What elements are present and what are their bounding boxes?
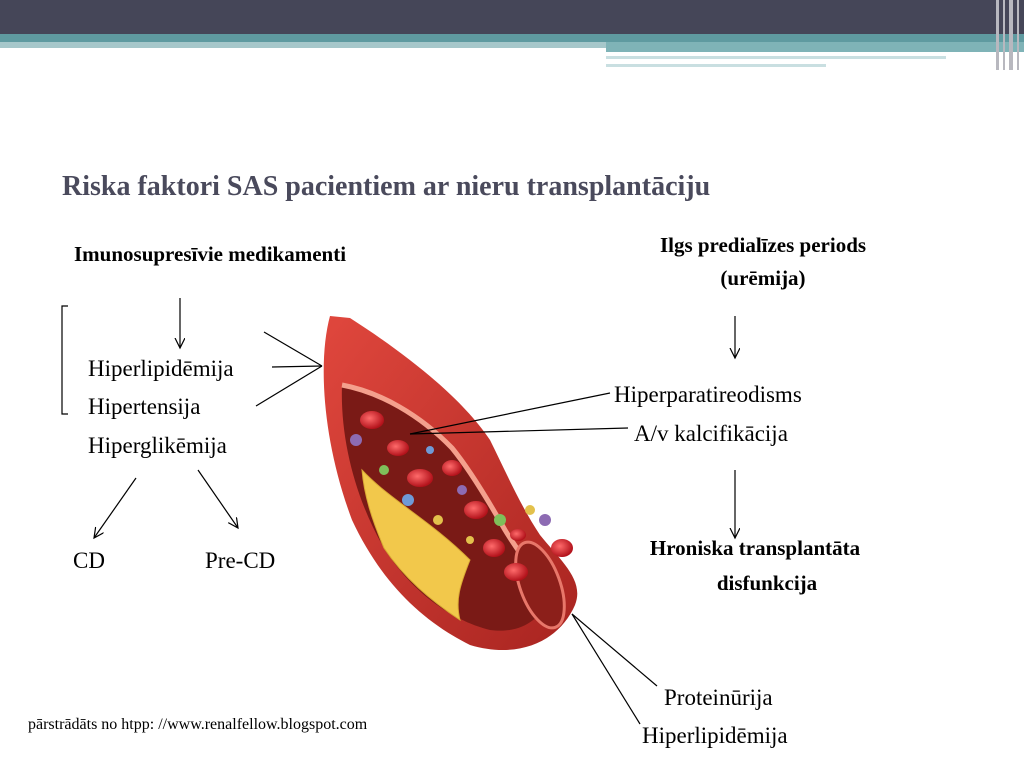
arrow-to-pre-cd [198,470,238,528]
middle-item: A/v kalcifikācija [634,421,788,446]
result-line1: Hroniska transplantāta [649,536,861,560]
risk-item: Hiperlipidēmija [88,356,234,381]
connector-line [256,366,322,406]
risk-item: Hiperglikēmija [88,433,227,458]
bottom-item: Proteinūrija [664,685,773,710]
arrow-to-cd [94,478,136,538]
slide-title: Riska faktori SAS pacientiem ar nieru transplantāciju [62,171,711,202]
right-heading-line2: (urēmija) [720,266,806,290]
connector-line [572,614,657,686]
outcome-pre-cd: Pre-CD [205,548,276,573]
bottom-item: Hiperlipidēmija [642,723,788,748]
connector-line [272,366,322,367]
source-note: pārstrādāts no htpp: //www.renalfellow.blogspot.com [28,716,368,733]
risk-item: Hipertensija [88,394,201,419]
outcome-cd: CD [73,548,105,573]
blood-vessel-illustration [324,316,578,650]
connector-line [572,614,640,724]
result-line2: disfunkcija [716,571,818,595]
right-heading-line1: Ilgs predialīzes periods [659,233,867,257]
left-heading: Imunosupresīvie medikamenti [74,242,347,266]
connector-line [264,332,322,366]
middle-item: Hiperparatireodisms [614,382,802,407]
left-bracket [62,306,68,414]
